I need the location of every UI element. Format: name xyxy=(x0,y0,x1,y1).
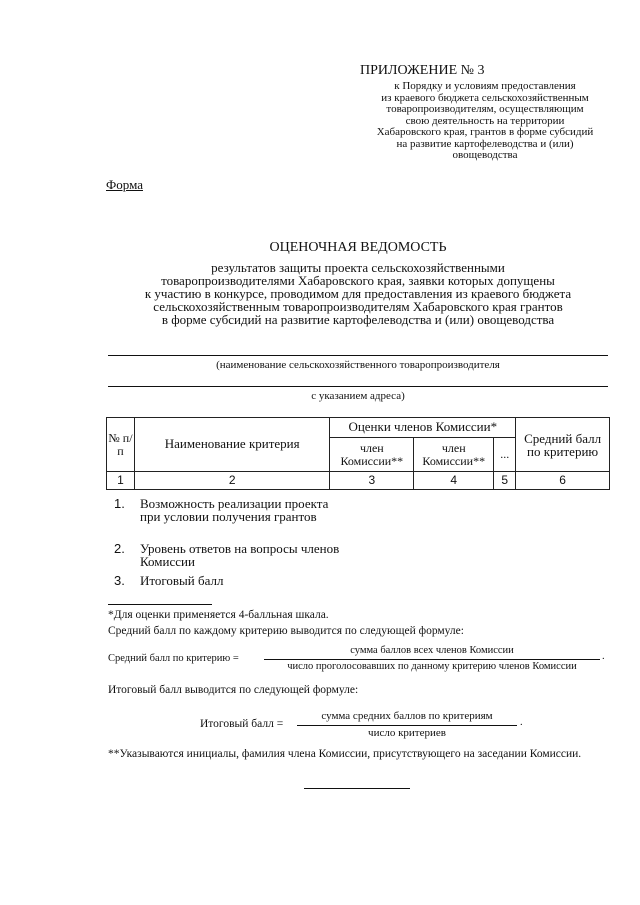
appendix-title: ПРИЛОЖЕНИЕ № 3 xyxy=(360,63,485,78)
formula-lhs: Итоговый балл = xyxy=(200,718,284,730)
formula-denominator: число проголосовавших по данному критерию членов Комиссии xyxy=(287,661,577,672)
document-title: ОЦЕНОЧНАЯ ВЕДОМОСТЬ xyxy=(269,240,447,255)
criterion-item xyxy=(114,574,340,587)
appendix-line: Хабаровского края, грантов в форме субсидий xyxy=(376,126,594,138)
formula-numerator: сумма средних баллов по критериям xyxy=(321,710,493,722)
index-cell: 6 xyxy=(516,472,610,490)
index-cell: 3 xyxy=(330,472,414,490)
criterion-item xyxy=(114,497,340,523)
scale-note: *Для оценки применяется 4-балльная шкала. xyxy=(108,609,329,621)
form-label: Форма xyxy=(106,177,143,192)
producer-name-caption: (наименование сельскохозяйственного товаропроизводителя xyxy=(216,359,500,371)
header-member-1: член Комиссии** xyxy=(330,438,414,472)
header-average: Средний балл по критерию xyxy=(516,418,610,472)
index-cell: 4 xyxy=(414,472,494,490)
fraction-bar xyxy=(297,725,517,726)
appendix-line: на развитие картофелеводства и (или) xyxy=(396,137,574,150)
subtitle-line: товаропроизводителями Хабаровского края, заявки которых допущены xyxy=(161,273,555,288)
average-intro: Средний балл по каждому критерию выводится по следующей формуле: xyxy=(108,625,464,637)
closing-rule xyxy=(304,788,410,789)
criterion-text: Уровень ответов на вопросы членов Комиссии xyxy=(140,541,340,569)
appendix-description xyxy=(340,81,630,162)
index-cell: 5 xyxy=(494,472,516,490)
formula-denominator: число критериев xyxy=(368,727,446,739)
header-criterion: Наименование критерия xyxy=(134,418,329,472)
address-line xyxy=(108,386,608,387)
document-subtitle xyxy=(100,261,616,326)
formula-end: . xyxy=(520,717,523,728)
subtitle-line: к участию в конкурсе, проводимом для предоставления из краевого бюджета xyxy=(144,286,572,301)
formula-end: . xyxy=(602,651,605,662)
appendix-line: из краевого бюджета сельскохозяйственным xyxy=(381,91,589,104)
criterion-text: Итоговый балл xyxy=(140,573,224,588)
appendix-line: к Порядку и условиям предоставления xyxy=(394,80,576,92)
evaluation-table xyxy=(106,417,610,490)
header-num: № п/п xyxy=(107,418,135,472)
criterion-item xyxy=(114,542,340,568)
header-scores-group: Оценки членов Комиссии* xyxy=(330,418,516,438)
subtitle-line: в форме субсидий на развитие картофелеводства и (или) овощеводства xyxy=(161,312,555,327)
appendix-line: овощеводства xyxy=(452,149,518,161)
criterion-number: 3. xyxy=(114,573,125,588)
producer-name-line xyxy=(108,355,608,356)
criterion-text: Возможность реализации проекта при условии получения грантов xyxy=(140,496,329,524)
header-member-2: член Комиссии** xyxy=(414,438,494,472)
appendix-line: свою деятельность на территории xyxy=(405,114,565,127)
total-intro: Итоговый балл выводится по следующей формуле: xyxy=(108,684,359,696)
appendix-line: товаропроизводителям, осуществляющим xyxy=(386,103,584,115)
members-note: **Указываются инициалы, фамилия члена Комиссии, присутствующего на заседании Комиссии. xyxy=(108,748,582,760)
fraction-bar xyxy=(264,659,600,660)
footnote-separator xyxy=(108,604,212,605)
index-cell: 1 xyxy=(107,472,135,490)
criterion-number: 2. xyxy=(114,541,125,556)
index-cell: 2 xyxy=(134,472,329,490)
average-formula xyxy=(108,645,608,677)
formula-numerator: сумма баллов всех членов Комиссии xyxy=(350,645,514,656)
criterion-number: 1. xyxy=(114,496,125,511)
subtitle-line: сельскохозяйственным товаропроизводителям Хабаровского края грантов xyxy=(153,299,563,314)
total-formula xyxy=(200,709,540,741)
subtitle-line: результатов защиты проекта сельскохозяйственными xyxy=(211,260,505,275)
header-more: ... xyxy=(494,438,516,472)
formula-lhs: Средний балл по критерию = xyxy=(108,653,239,664)
address-caption: с указанием адреса) xyxy=(311,390,405,402)
